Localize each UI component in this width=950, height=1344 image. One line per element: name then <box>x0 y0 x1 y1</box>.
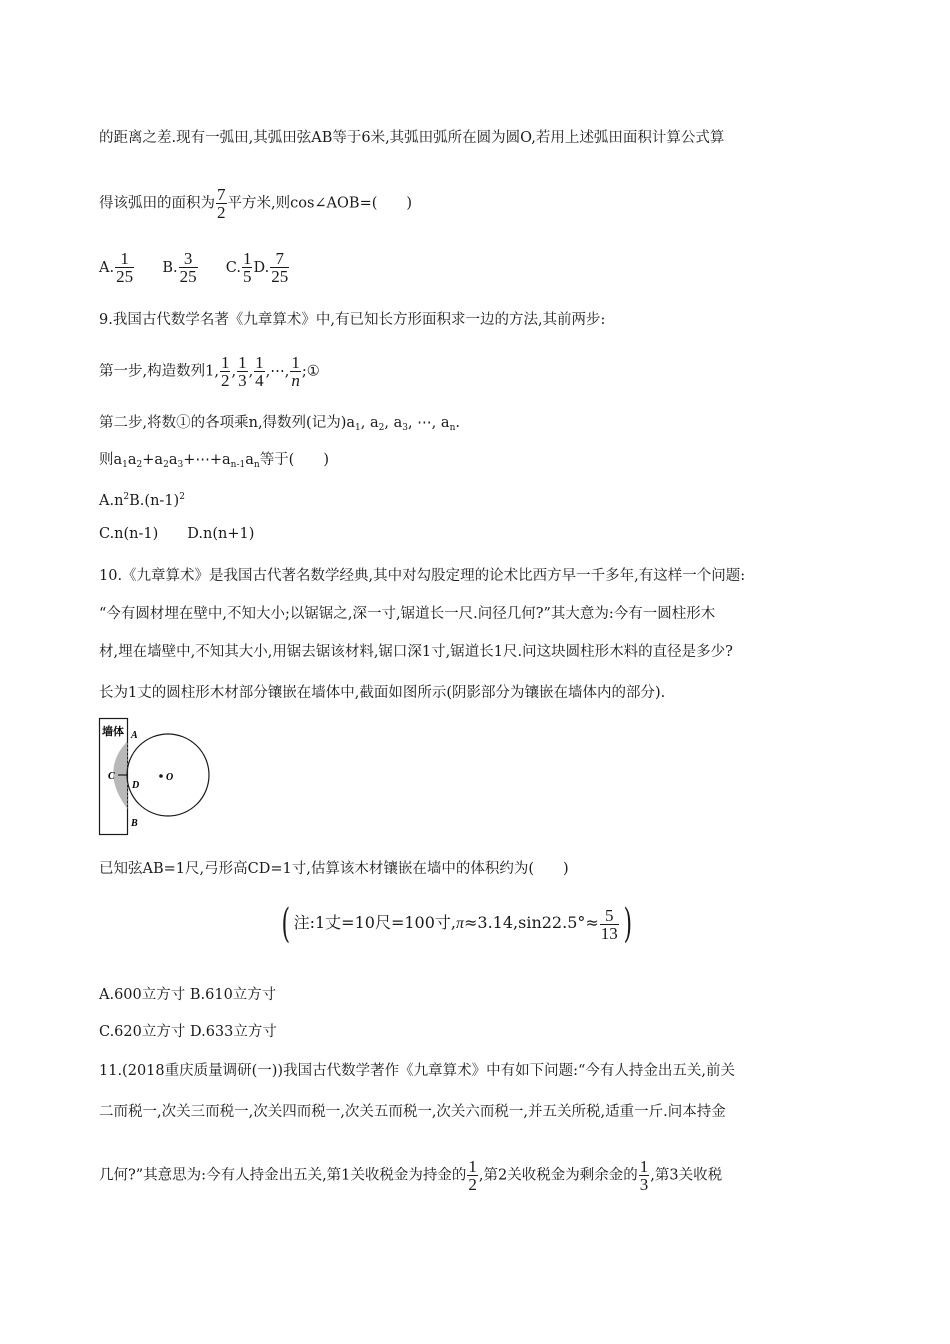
wall-label: 墙体 <box>102 725 124 738</box>
q11-line3: 几何?”其意思为:今有人持金出五关,第1关收税金为持金的 $\frac{1}{2}$ ,第2关收税金为剩余金的 $\frac{1}{3}$ ,第3关收税 <box>99 1157 723 1194</box>
label-o: O <box>166 772 174 783</box>
q9-step1: 第一步,构造数列1, $\frac{1}{2}$ , $\frac{1}{3}$ , $\frac{1}{4}$ ,⋯, $\frac{1}{n}$ ;① <box>99 353 320 390</box>
q8-option-c: C. $\frac{1}{5}$ <box>225 249 252 286</box>
q8-line1: 的距离之差.现有一弧田,其弧田弦AB等于6米,其弧田弧所在圆为圆O,若用上述弧田面积计算公式算 <box>99 130 725 146</box>
q10-figure <box>95 714 220 838</box>
q8-line2-pre: 得该弧田的面积为 <box>99 195 215 212</box>
q11-line1: 11.(2018重庆质量调研(一))我国古代数学著作《九章算术》中有如下问题:“今有人持金出五关,前关 <box>99 1063 735 1079</box>
label-d: D <box>132 780 140 791</box>
q8-option-b: B. $\frac{3}{25}$ <box>162 249 197 286</box>
q10-options-cd: C.620立方寸 D.633立方寸 <box>99 1024 277 1040</box>
q8-line2 <box>99 186 412 221</box>
q9-stem: 9.我国古代数学名著《九章算术》中,有已知长方形面积求一边的方法,其前两步: <box>99 312 606 328</box>
q9-options-ab: $A.n^2B.(n-1)^2$ <box>99 492 185 509</box>
q10-given: 已知弦AB=1尺,弓形高CD=1寸,估算该木材镶嵌在墙中的体积约为( ) <box>99 861 569 877</box>
q10-line4: 长为1丈的圆柱形木材部分镶嵌在墙体中,截面如图所示(阴影部分为镶嵌在墙体内的部分). <box>99 685 666 701</box>
q11-line2: 二而税一,次关三而税一,次关四而税一,次关五而税一,次关六而税一,并五关所税,适重一斤.问本持金 <box>99 1104 726 1120</box>
q10-line2: “今有圆材埋在壁中,不知大小;以锯锯之,深一寸,锯道长一尺.问径几何?”其大意为:今有一圆柱形木 <box>99 606 716 622</box>
center-point <box>159 774 163 778</box>
q8-option-a: A. $\frac{1}{25}$ <box>99 249 134 286</box>
q9-options-cd: C.n(n-1) D.n(n+1) <box>99 526 255 542</box>
q8-area-fraction: $\frac{7}{2}$ <box>217 185 226 222</box>
label-b: B <box>131 818 138 829</box>
q10-line1: 10.《九章算术》是我国古代著名数学经典,其中对勾股定理的论术比西方早一千多年,有这样一个问题: <box>99 568 746 584</box>
q10-options-ab: A.600立方寸 B.610立方寸 <box>99 987 277 1003</box>
q9-question: 则$a_1a_2+a_2a_3+\cdots+a_{n-1}a_n$等于( ) <box>99 452 330 470</box>
q8-options <box>99 250 290 285</box>
label-c: C <box>108 771 115 782</box>
q10-line3: 材,埋在墙壁中,不知其大小,用锯去锯该材料,锯口深1寸,锯道长1尺.问这块圆柱形木料的直径是多少? <box>99 644 733 660</box>
q10-note: ( 注:1丈=10尺=100寸,π≈3.14,sin22.5°≈ $\frac{5}{13}$ ) <box>281 901 632 947</box>
q8-line2-post: 平方米,则cos∠AOB=( ) <box>227 195 413 212</box>
q9-step2: 第二步,将数①的各项乘n,得数列(记为)$a_1$, $a_2$, $a_3$, ⋯, $a_n$. <box>99 415 460 433</box>
label-a: A <box>131 730 138 741</box>
q8-option-d: D. $\frac{7}{25}$ <box>253 249 289 286</box>
